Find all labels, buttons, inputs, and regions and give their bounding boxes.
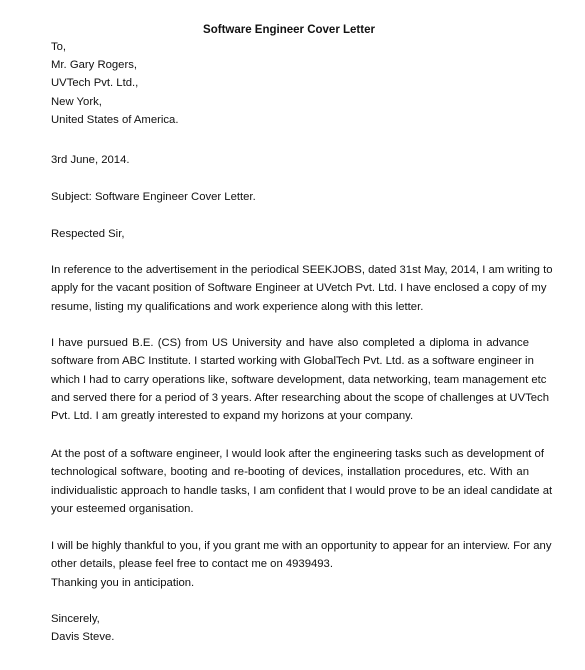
paragraph-4: [51, 537, 552, 574]
paragraph-line: resume, listing my qualifications and work experience along with this letter.: [51, 300, 424, 313]
address-line: United States of America.: [51, 113, 179, 126]
letter-date: [51, 151, 529, 169]
thanks-line: [51, 574, 529, 592]
paragraph-1: [51, 261, 553, 316]
paragraph-line: apply for the vacant position of Software Engineer at UVetch Pvt. Ltd. I have enclosed a copy of my: [51, 282, 547, 295]
address-line: To,: [51, 41, 67, 53]
paragraph-line: software from ABC Institute. I started working with GlobalTech Pvt. Ltd. as a software engineer in: [51, 355, 534, 368]
address-line: UVTech Pvt. Ltd.,: [51, 77, 139, 90]
date-text: 3rd June, 2014.: [51, 154, 130, 166]
closing-text: Sincerely,: [51, 613, 100, 625]
paragraph-line: and served there for a period of 3 years. After researching about the scope of challenges at UVTech: [51, 391, 549, 404]
paragraph-line: other details, please feel free to contact me on 4939493.: [51, 558, 333, 571]
address-line: New York,: [51, 95, 102, 108]
paragraph-line: technological software, booting and re-booting of devices, installation procedures, etc. With an: [51, 466, 529, 479]
paragraph-line: In reference to the advertisement in the periodical SEEKJOBS, dated 31st May, 2014, I am writing to: [51, 264, 553, 276]
address-line: Mr. Gary Rogers,: [51, 59, 138, 72]
paragraph-line: individualistic approach to handle tasks, I am confident that I would prove to be an ideal candidate at: [51, 484, 553, 497]
paragraph-line: I will be highly thankful to you, if you grant me with an opportunity to appear for an interview. For any: [51, 540, 552, 552]
letter-title: Software Engineer Cover Letter: [203, 24, 375, 36]
paragraph-line: At the post of a software engineer, I would look after the engineering tasks such as development of: [51, 448, 544, 460]
paragraph-2: [51, 334, 549, 425]
paragraph-3: [51, 445, 553, 518]
thanks-text: Thanking you in anticipation.: [51, 577, 195, 589]
recipient-address: [51, 38, 529, 129]
paragraph-line: Pvt. Ltd. I am greatly interested to expand my horizons at your company.: [51, 410, 414, 423]
salutation: [51, 225, 529, 243]
letter-subject: [51, 188, 529, 206]
subject-text: Subject: Software Engineer Cover Letter.: [51, 191, 256, 203]
sign-off: [51, 610, 529, 646]
signature-name: Davis Steve.: [51, 631, 115, 644]
paragraph-line: I have pursued B.E. (CS) from US University and have also completed a diploma in advance: [51, 337, 529, 349]
paragraph-line: your esteemed organisation.: [51, 502, 194, 515]
paragraph-line: which I had to carry operations like, software development, data networking, team management etc: [51, 373, 547, 386]
salutation-text: Respected Sir,: [51, 228, 125, 240]
